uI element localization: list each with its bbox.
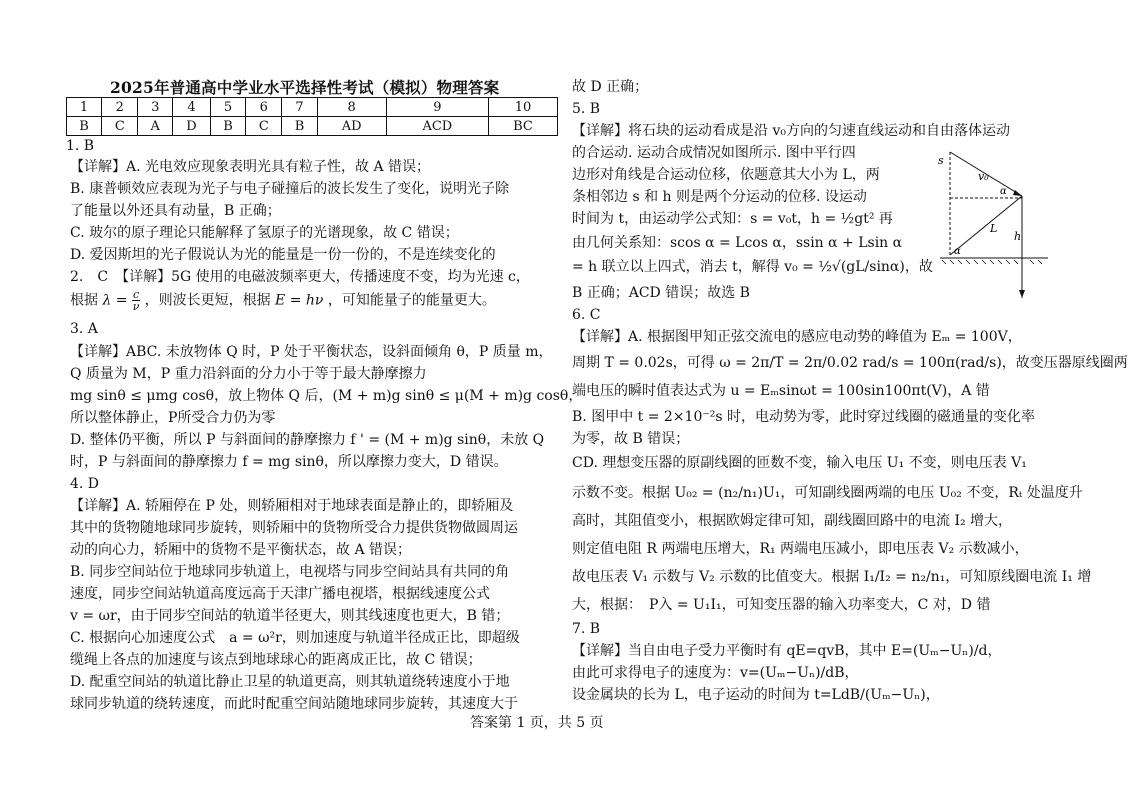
hatch	[942, 260, 946, 264]
text-line: mg sinθ ≤ μmg cosθ，放上物体 Q 后，(M + m)g sinθ ≤ μ(M + m)g cosθ，	[70, 388, 583, 404]
diagram-line	[950, 196, 1022, 255]
table-cell: D	[173, 117, 211, 136]
text-line: C. 根据向心加速度公式 a = ω²r，则加速度与轨道半径成正比，即超级	[70, 630, 520, 646]
text-line: 故电压表 V₁ 示数与 V₂ 示数的比值变大。根据 I₁/I₂ = n₂/n₁，可知原线圈电流 I₁ 增	[572, 569, 1092, 585]
text-line: B. 图甲中 t = 2×10⁻²s 时，电动势为零，此时穿过线圈的磁通量的变化率	[572, 409, 1035, 425]
text-line: 端电压的瞬时值表达式为 u = Eₘsinωt = 100sin100πt(V)，A 错	[572, 383, 990, 399]
text-line: 由此可求得电子的速度为：v=(Uₘ−Uₙ)/dB，	[572, 665, 859, 681]
text-line: 时间为 t，由运动学公式知：s = v₀t，h = ½gt² 再	[572, 211, 893, 227]
text-line: = h 联立以上四式，消去 t，解得 v₀ = ½√(gL/sinα)，故	[572, 259, 933, 275]
table-cell: 5	[211, 98, 246, 117]
table-cell: AD	[317, 117, 386, 136]
text-line: 2. C 【详解】5G 使用的电磁波频率更大，传播速度不变，均为光速 c，	[70, 269, 530, 285]
hatch	[990, 260, 994, 264]
label-alpha: α	[1000, 186, 1007, 197]
hatch	[1014, 260, 1018, 264]
text-line: 周期 T = 0.02s，可得 ω = 2π/T = 2π/0.02 rad/s = 100π(rad/s)，故变压器原线圈两	[572, 355, 1128, 371]
projectile-diagram	[930, 150, 1050, 300]
page-title: 2025年普通高中学业水平选择性考试（模拟）物理答案	[110, 78, 500, 97]
text-line: 缆绳上各点的加速度与该点到地球球心的距离成正比，故 C 错误；	[70, 652, 482, 668]
text-line: 为零，故 B 错误；	[572, 431, 690, 447]
table-cell: 6	[246, 98, 282, 117]
text-line: 速度，同步空间站轨道高度远高于天津广播电视塔，根据线速度公式	[70, 586, 490, 602]
text-line: 5. B	[572, 101, 601, 117]
table-cell: A	[138, 117, 173, 136]
text-line: Q 质量为 M，P 重力沿斜面的分力小于等于最大静摩擦力	[70, 366, 427, 382]
table-cell: 7	[282, 98, 317, 117]
text-line: CD. 理想变压器的原副线圈的匝数不变，输入电压 U₁ 不变，则电压表 V₁	[572, 455, 1027, 471]
table-cell: B	[67, 117, 102, 136]
text-line: 时，P 与斜面间的静摩擦力 f = mg sinθ，所以摩擦力变大，D 错误。	[70, 454, 508, 470]
table-cell: 8	[317, 98, 386, 117]
text-line: 了能量以外还具有动量，B 正确；	[70, 203, 281, 219]
table-cell: ACD	[386, 117, 488, 136]
text-line: 【详解】ABC. 未放物体 Q 时，P 处于平衡状态，设斜面倾角 θ，P 质量 m，	[70, 344, 553, 360]
hatch	[1006, 260, 1010, 264]
answer-table-number-row	[67, 98, 558, 117]
text-fragment: 根据	[70, 292, 98, 309]
hatch	[982, 260, 986, 264]
label-v0: v₀	[978, 170, 989, 183]
text-line: 3. A	[70, 321, 98, 337]
hatch	[974, 260, 978, 264]
label-s: s	[938, 154, 944, 167]
table-cell: 4	[173, 98, 211, 117]
text-line: 其中的货物随地球同步旋转，则轿厢中的货物所受合力提供货物做圆周运	[70, 520, 518, 536]
text-line: 大，根据： P入 = U₁I₁，可知变压器的输入功率变大，C 对，D 错	[572, 597, 991, 613]
page-footer: 答案第 1 页，共 5 页	[470, 715, 604, 731]
text-line: 球同步轨道的绕转速度，而此时配重空间站随地球同步旋转，其速度大于	[70, 696, 518, 712]
text-line: 1. B	[66, 138, 95, 154]
formula-energy: E = hν	[275, 292, 324, 309]
hatch	[958, 260, 962, 264]
label-L: L	[990, 222, 998, 235]
table-cell: B	[282, 117, 317, 136]
answer-table	[66, 97, 558, 136]
text-line: B. 同步空间站位于地球同步轨道上，电视塔与同步空间站具有共同的角	[70, 564, 510, 580]
hatch	[1030, 260, 1034, 264]
text-line: 【详解】A. 根据图甲知正弦交流电的感应电动势的峰值为 Eₘ = 100V，	[572, 329, 1022, 345]
table-cell: 1	[67, 98, 102, 117]
text-line: C. 玻尔的原子理论只能解释了氢原子的光谱现象，故 C 错误；	[70, 225, 459, 241]
table-cell: B	[211, 117, 246, 136]
text-line: 条相邻边 s 和 h 则是两个分运动的位移. 设运动	[572, 189, 867, 205]
text-line: 则定值电阻 R 两端电压增大，R₁ 两端电压减小，即电压表 V₂ 示数减小，	[572, 541, 1029, 557]
text-line: 4. D	[70, 476, 100, 492]
formula-lambda: λ =	[102, 292, 132, 309]
arrowhead	[1019, 290, 1025, 298]
label-alpha-2: α	[954, 246, 961, 257]
text-line: 【详解】A. 轿厢停在 P 处，则轿厢相对于地球表面是静止的，即轿厢及	[70, 498, 514, 514]
hatch	[1038, 260, 1042, 264]
text-line: 示数不变。根据 U₀₂ = (n₂/n₁)U₁，可知副线圈两端的电压 U₀₂ 不变，Rₜ 处温度升	[572, 485, 1083, 501]
text-line	[70, 289, 496, 313]
hatch	[966, 260, 970, 264]
text-line: 边形对角线是合运动位移，依题意其大小为 L，两	[572, 167, 880, 183]
text-line: 所以整体静止，P所受合力仍为零	[70, 410, 276, 426]
text-line: 6. C	[572, 307, 601, 323]
table-cell: C	[102, 117, 138, 136]
table-cell: 2	[102, 98, 138, 117]
text-line: 【详解】将石块的运动看成是沿 v₀方向的匀速直线运动和自由落体运动	[572, 123, 1010, 139]
fraction-c-over-nu: $\frac{c}{\nu}$	[132, 288, 140, 313]
text-line: 【详解】当自由电子受力平衡时有 qE=qvB，其中 E=(Uₘ−Uₙ)/d，	[572, 643, 1002, 659]
text-line: D. 配重空间站的轨道比静止卫星的轨道更高，则其轨道绕转速度小于地	[70, 674, 510, 690]
text-line: 故 D 正确；	[572, 79, 649, 95]
hatch	[950, 260, 954, 264]
text-line: B 正确；ACD 错误；故选 B	[572, 285, 750, 301]
text-line: 7. B	[572, 621, 601, 637]
text-line: 动的向心力，轿厢中的货物不是平衡状态，故 A 错误；	[70, 542, 412, 558]
text-fragment: ，则波长更短，根据	[144, 292, 271, 309]
text-line: 高时，其阻值变小，根据欧姆定律可知，副线圈回路中的电流 I₂ 增大，	[572, 513, 1013, 529]
hatch	[998, 260, 1002, 264]
label-h: h	[1014, 230, 1022, 243]
table-cell: 3	[138, 98, 173, 117]
text-line: 的合运动. 运动合成情况如图所示. 图中平行四	[572, 145, 856, 161]
text-line: v = ωr，由于同步空间站的轨道半径更大，则其线速度也更大，B 错；	[70, 608, 510, 624]
text-line: D. 爱因斯坦的光子假说认为光的能量是一份一份的，不是连续变化的	[70, 247, 496, 263]
text-line: 设金属块的长为 L，电子运动的时间为 t=LdB/(Uₘ−Uₙ)，	[572, 687, 940, 703]
text-line: B. 康普顿效应表现为光子与电子碰撞后的波长发生了变化，说明光子除	[70, 181, 510, 197]
table-cell: BC	[488, 117, 557, 136]
answer-table-answer-row	[67, 117, 558, 136]
text-line: 【详解】A. 光电效应现象表明光具有粒子性，故 A 错误；	[70, 159, 431, 175]
text-fragment: ，可知能量子的能量更大。	[327, 292, 496, 309]
text-line: 由几何关系知：scos α = Lcos α，ssin α + Lsin α	[572, 235, 903, 251]
text-line: D. 整体仍平衡，所以 P 与斜面间的静摩擦力 f ' = (M + m)g sinθ，未放 Q	[70, 432, 545, 448]
table-cell: 10	[488, 98, 557, 117]
table-cell: C	[246, 117, 282, 136]
table-cell: 9	[386, 98, 488, 117]
